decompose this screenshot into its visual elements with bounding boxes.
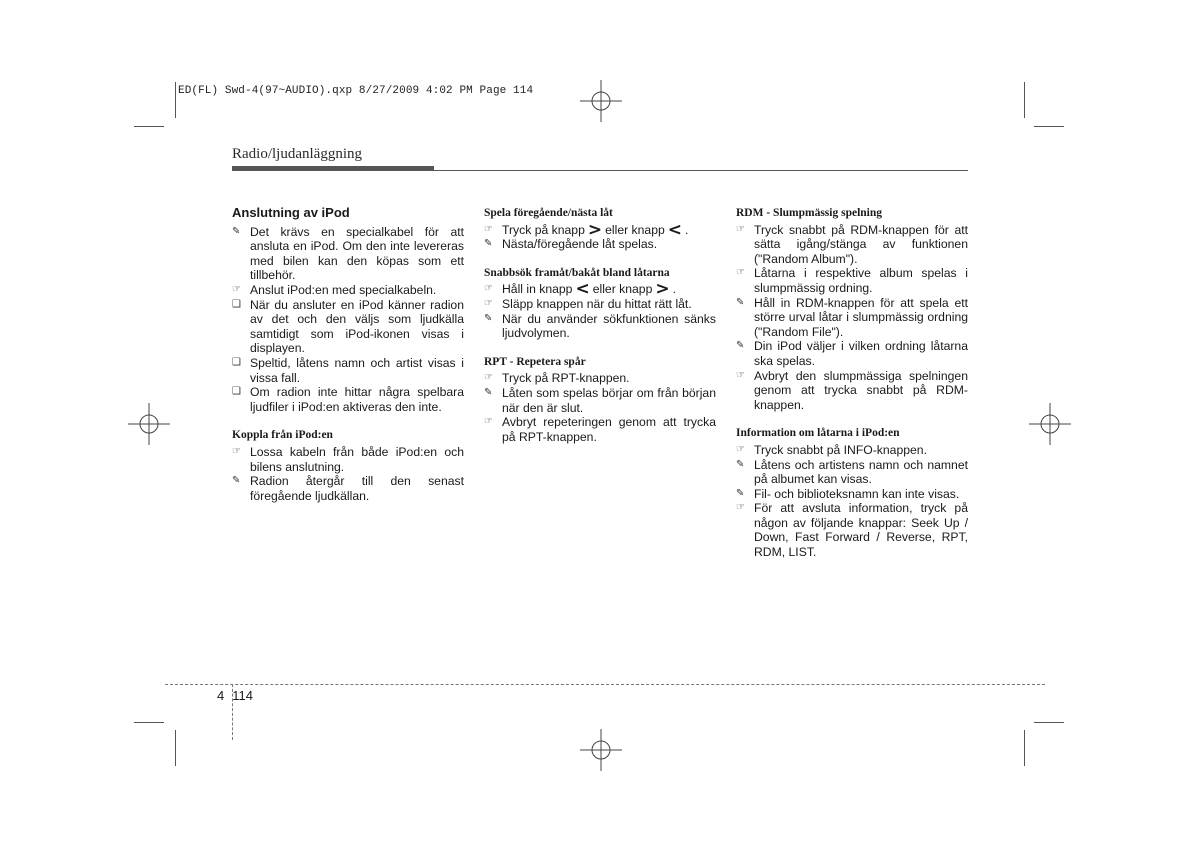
note-icon: ✎ xyxy=(736,296,745,308)
column-3 xyxy=(736,206,968,560)
hand-pointer-icon: ☞ xyxy=(484,283,493,295)
list-item xyxy=(484,371,716,386)
hand-pointer-icon: ☞ xyxy=(736,223,745,235)
hand-pointer-icon: ☞ xyxy=(232,283,241,295)
list-item xyxy=(736,266,968,295)
page-number-value: 114 xyxy=(232,688,253,703)
list-item xyxy=(736,296,968,340)
item-text: Anslut iPod:en med specialkabeln. xyxy=(250,282,437,297)
chevron-right-icon: > xyxy=(655,279,670,300)
note-icon: ✎ xyxy=(232,475,241,487)
header-rule-thin xyxy=(434,170,968,171)
hand-pointer-icon: ☞ xyxy=(232,445,241,457)
header-rule-thick xyxy=(232,166,434,171)
list-item xyxy=(484,415,716,444)
note-icon: ✎ xyxy=(736,487,745,499)
list-item xyxy=(484,219,716,240)
list-item xyxy=(484,279,716,300)
list-item xyxy=(736,487,968,502)
item-text: För att avsluta information, tryck på någon av följande knappar: Seek Up / Down, Fast Forward / Reverse, RPT, RDM, LIST. xyxy=(754,501,968,560)
list-item xyxy=(484,237,716,252)
list-item xyxy=(232,298,464,356)
column-1 xyxy=(232,206,464,503)
hand-pointer-icon: ☞ xyxy=(736,502,745,514)
note-icon: ✎ xyxy=(736,458,745,470)
column-2 xyxy=(484,206,716,444)
heading-repeat-track: RPT - Repetera spår xyxy=(484,355,586,368)
checkbox-icon: ❑ xyxy=(232,298,241,310)
heading-ipod-connection: Anslutning av iPod xyxy=(232,205,350,220)
registration-mark-icon xyxy=(578,727,624,773)
section-title: Radio/ljudanläggning xyxy=(232,146,362,162)
hand-pointer-icon: ☞ xyxy=(736,369,745,381)
list-item xyxy=(232,474,464,503)
list-item xyxy=(484,386,716,415)
item-text: Fil- och biblioteksnamn kan inte visas. xyxy=(754,486,960,501)
hand-pointer-icon: ☞ xyxy=(484,223,493,235)
heading-prev-next-track: Spela föregående/nästa låt xyxy=(484,207,613,219)
hand-pointer-icon: ☞ xyxy=(484,416,493,428)
list-item xyxy=(736,369,968,413)
item-text: Avbryt repeteringen genom att trycka på RPT-knappen. xyxy=(502,415,716,444)
hand-pointer-icon: ☞ xyxy=(484,297,493,309)
note-icon: ✎ xyxy=(736,340,745,352)
page-number xyxy=(217,688,261,703)
checkbox-icon: ❑ xyxy=(232,356,241,368)
list-item xyxy=(232,385,464,414)
note-icon: ✎ xyxy=(484,312,493,324)
item-text: Låtarna i respektive album spelas i slumpmässig ordning. xyxy=(754,266,968,295)
footer-dashed-rule xyxy=(165,684,1045,685)
item-text: Det krävs en specialkabel för att ansluta en iPod. Om den inte levereras med bilen kan den köpas som ett tillbehör. xyxy=(250,224,464,283)
chapter-number: 4 xyxy=(217,688,225,703)
note-icon: ✎ xyxy=(484,238,493,250)
checkbox-icon: ❑ xyxy=(232,386,241,398)
heading-disconnect-ipod: Koppla från iPod:en xyxy=(232,429,333,442)
item-text: Tryck snabbt på INFO-knappen. xyxy=(754,442,927,457)
list-item xyxy=(736,501,968,559)
list-item xyxy=(736,443,968,458)
item-text: Om radion inte hittar några spelbara ljudfiler i iPod:en aktiveras den inte. xyxy=(250,385,464,414)
heading-track-info: Information om låtarna i iPod:en xyxy=(736,427,900,440)
item-text: Låtens och artistens namn och namnet på albumet kan visas. xyxy=(754,457,968,487)
item-text: Nästa/föregående låt spelas. xyxy=(502,237,658,252)
list-item xyxy=(736,223,968,267)
chevron-right-icon: > xyxy=(587,219,603,240)
item-text: När du ansluter en iPod känner radion av det och den väljs som ljudkälla samtidigt som iPod-ikonen visas i displayen. xyxy=(250,297,464,356)
list-item xyxy=(484,312,716,341)
heading-random-play: RDM - Slumpmässig spelning xyxy=(736,207,883,219)
item-text: Speltid, låtens namn och artist visas i vissa fall. xyxy=(250,355,464,385)
item-text: När du använder sökfunktionen sänks ljudvolymen. xyxy=(502,311,716,341)
list-item xyxy=(232,283,464,298)
list-item xyxy=(736,339,968,368)
registration-mark-icon xyxy=(126,401,172,447)
item-text: Tryck på knapp > eller knapp < . xyxy=(502,219,689,240)
list-item xyxy=(484,297,716,312)
chevron-left-icon: < xyxy=(667,219,682,240)
item-text: Tryck på RPT-knappen. xyxy=(502,371,630,386)
registration-mark-icon xyxy=(578,78,624,124)
list-item xyxy=(232,225,464,283)
item-text: Släpp knappen när du hittat rätt låt. xyxy=(502,296,692,311)
print-slug: ED(FL) Swd-4(97~AUDIO).qxp 8/27/2009 4:02 PM Page 114 xyxy=(178,85,534,97)
hand-pointer-icon: ☞ xyxy=(736,443,745,455)
item-text: Radion återgår till den senast föregående ljudkällan. xyxy=(250,474,464,503)
item-text: Håll in RDM-knappen för att spela ett större urval låtar i slumpmässig ordning ("Random File"). xyxy=(754,295,968,339)
item-text: Håll in knapp < eller knapp > . xyxy=(502,279,676,300)
chevron-left-icon: < xyxy=(575,279,590,300)
hand-pointer-icon: ☞ xyxy=(484,372,493,384)
note-icon: ✎ xyxy=(484,386,493,398)
registration-mark-icon xyxy=(1027,401,1073,447)
item-text: Din iPod väljer i vilken ordning låtarna ska spelas. xyxy=(754,339,968,368)
list-item xyxy=(232,356,464,385)
list-item xyxy=(736,458,968,487)
note-icon: ✎ xyxy=(232,225,241,237)
item-text: Låten som spelas börjar om från början när den är slut. xyxy=(502,385,716,415)
item-text: Avbryt den slumpmässiga spelningen genom att trycka snabbt på RDM-knappen. xyxy=(754,368,968,412)
item-text: Lossa kabeln från både iPod:en och bilens anslutning. xyxy=(250,444,464,474)
list-item xyxy=(232,445,464,474)
item-text: Tryck snabbt på RDM-knappen för att sätta igång/stänga av funktionen ("Random Album"). xyxy=(754,222,968,266)
hand-pointer-icon: ☞ xyxy=(736,267,745,279)
heading-fast-search: Snabbsök framåt/bakåt bland låtarna xyxy=(484,266,670,279)
